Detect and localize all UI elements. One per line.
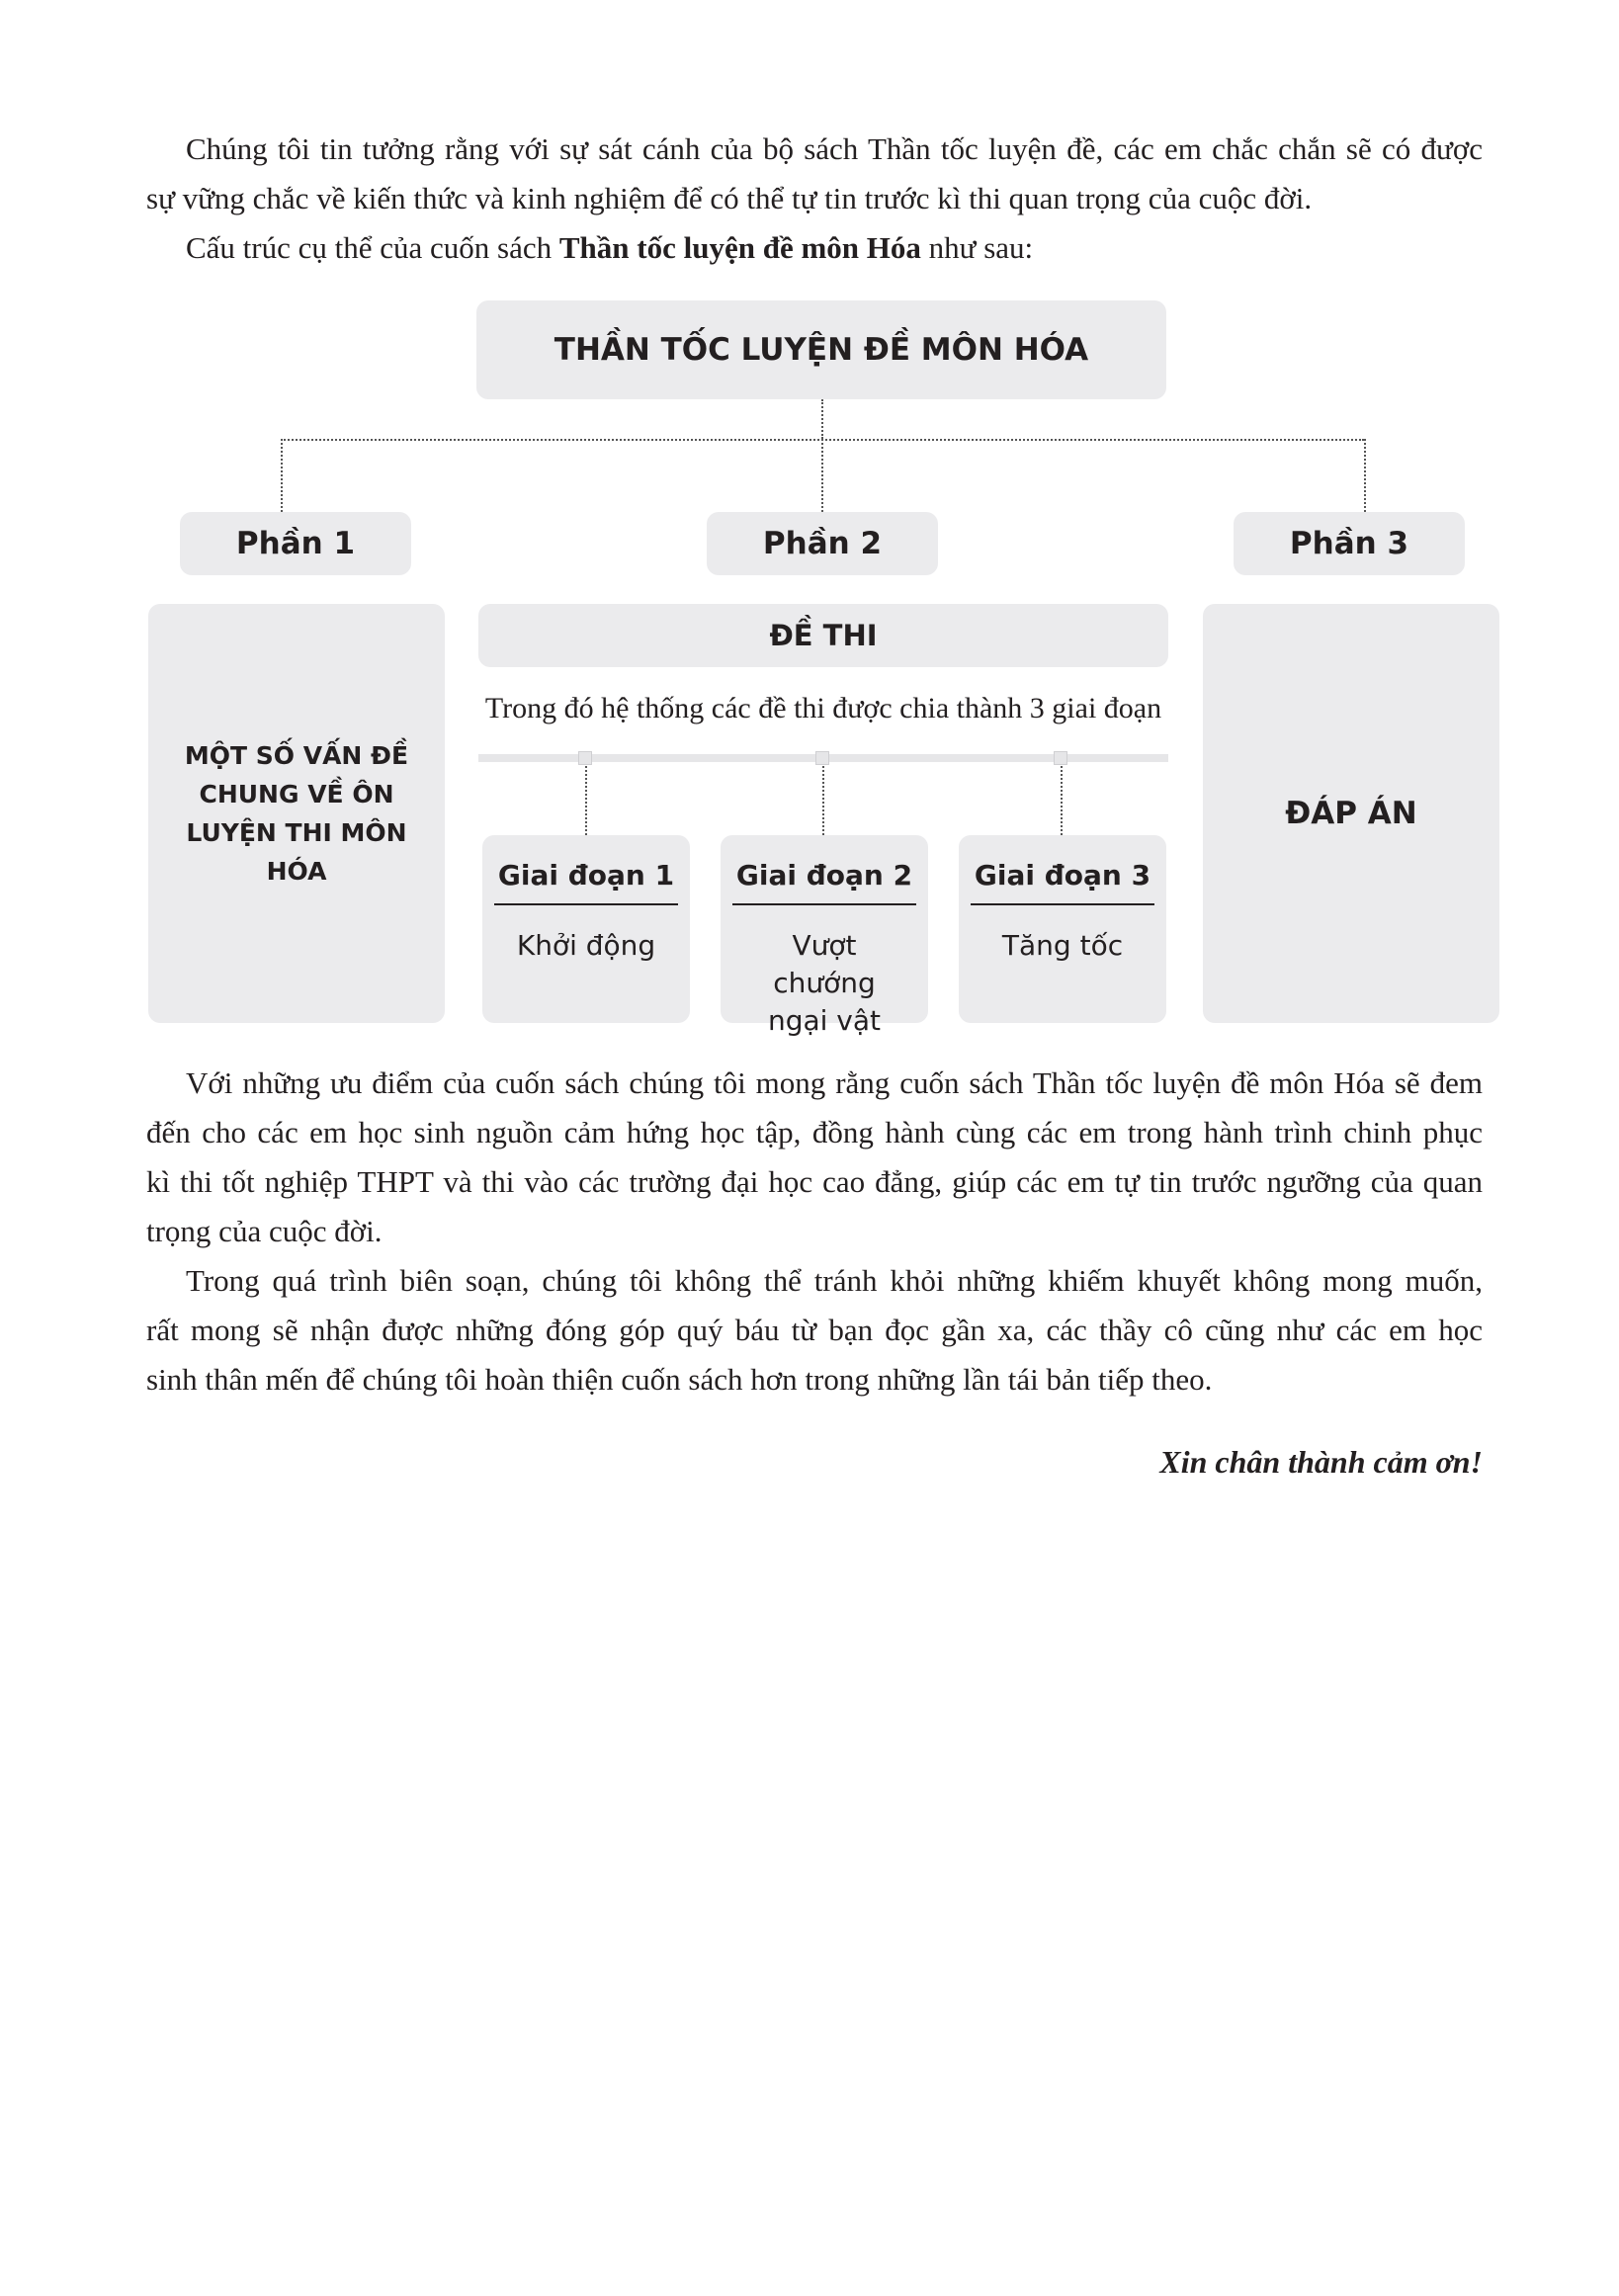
connector-line — [585, 766, 587, 835]
stage-marker — [578, 751, 592, 765]
stage-divider — [494, 903, 678, 905]
text-line: trọng của cuộc đời. — [146, 1214, 383, 1248]
connector-line — [821, 439, 823, 512]
part-2-note: Trong đó hệ thống các đề thi được chia thành 3 giai đoạn — [484, 692, 1162, 724]
stage-marker — [1054, 751, 1067, 765]
stage-2-title: Giai đoạn 2 — [735, 859, 913, 892]
connector-line — [281, 439, 283, 512]
stage-divider — [971, 903, 1154, 905]
connector-line — [822, 766, 824, 835]
part-3-content: ĐÁP ÁN — [1203, 604, 1499, 1023]
text-line: Trong quá trình biên soạn, chúng tôi không thể tránh khỏi những khiếm khuyết không mong muốn, — [186, 1263, 1483, 1298]
stage-2-desc: Vượt chướng ngại vật — [767, 929, 882, 1037]
part-3-label: Phần 3 — [1234, 512, 1465, 575]
text-line: kì thi tốt nghiệp THPT và thi vào các trường đại học cao đẳng, giúp các em tự tin trước ngưỡng của quan — [146, 1164, 1483, 1199]
stage-3-desc: Tăng tốc — [1001, 929, 1124, 962]
text-line: Chúng tôi tin tưởng rằng với sự sát cánh của bộ sách Thần tốc luyện đề, các em chắc chắn sẽ có được — [186, 131, 1483, 166]
connector-line — [1364, 439, 1366, 512]
diagram-title: THẦN TỐC LUYỆN ĐỀ MÔN HÓA — [476, 300, 1166, 399]
text-normal: Cấu trúc cụ thể của cuốn sách — [186, 230, 559, 265]
stage-1-card — [482, 835, 690, 1023]
stage-marker — [815, 751, 829, 765]
stage-1-desc: Khởi động — [516, 929, 656, 962]
stage-2-card — [721, 835, 928, 1037]
text-line — [146, 223, 1483, 273]
part-2-label: Phần 2 — [707, 512, 938, 575]
book-title: Thần tốc luyện đề môn Hóa — [558, 230, 921, 265]
stage-3-title: Giai đoạn 3 — [974, 859, 1151, 892]
part-1-label: Phần 1 — [180, 512, 411, 575]
text-line: sinh thân mến để chúng tôi hoàn thiện cuốn sách hơn trong những lần tái bản tiếp theo. — [146, 1362, 1213, 1397]
text-line: Với những ưu điểm của cuốn sách chúng tôi mong rằng cuốn sách Thần tốc luyện đề môn Hóa sẽ đem — [186, 1065, 1483, 1100]
text-normal: như sau: — [920, 230, 1034, 265]
body-paragraph-2 — [146, 1256, 1483, 1404]
text-line: sự vững chắc về kiến thức và kinh nghiệm để có thể tự tin trước kì thi quan trọng của cuộc đời. — [146, 181, 1313, 215]
stage-3-card — [959, 835, 1166, 1023]
closing-text: Xin chân thành cảm ơn! — [1159, 1444, 1483, 1480]
intro-paragraph — [146, 125, 1483, 223]
part-1-content: MỘT SỐ VẤN ĐỀ CHUNG VỀ ÔN LUYỆN THI MÔN HÓA — [148, 604, 445, 1023]
connector-line — [1061, 766, 1063, 835]
part-2-header: ĐỀ THI — [478, 604, 1168, 667]
connector-line — [821, 399, 823, 439]
stage-1-title: Giai đoạn 1 — [497, 859, 675, 892]
body-paragraph-1 — [146, 1059, 1483, 1256]
text-line: rất mong sẽ nhận được những đóng góp quý báu từ bạn đọc gần xa, các thầy cô cũng như các em học — [146, 1313, 1483, 1347]
stage-divider — [732, 903, 916, 905]
structure-intro — [146, 223, 1483, 273]
text-line: đến cho các em học sinh nguồn cảm hứng học tập, đồng hành cùng các em trong hành trình chinh phục — [146, 1115, 1483, 1149]
